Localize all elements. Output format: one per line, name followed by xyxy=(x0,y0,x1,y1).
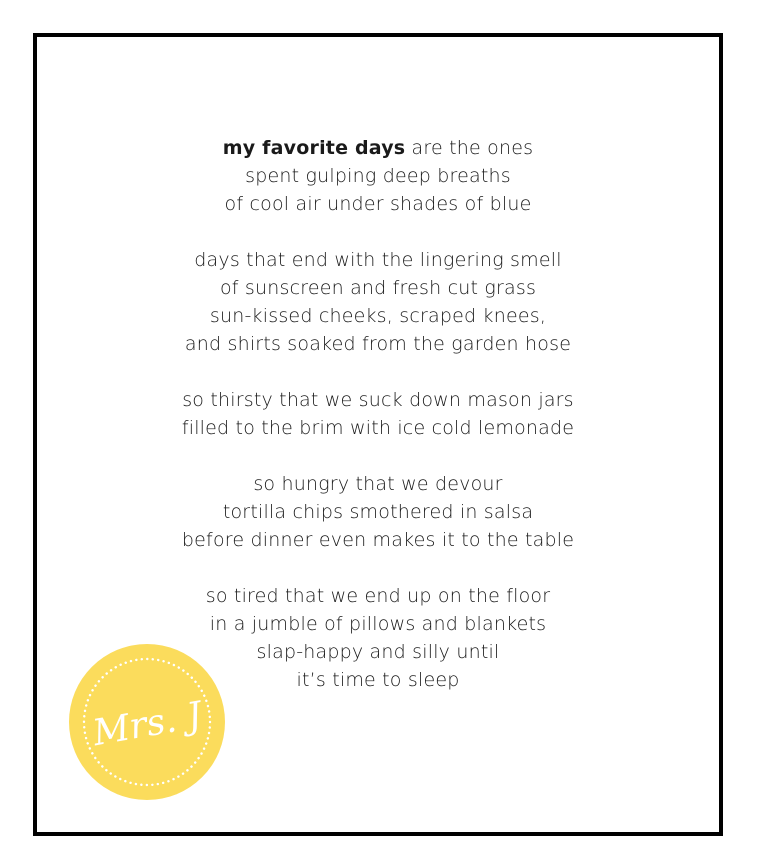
poem-line: so hungry that we devour xyxy=(253,473,503,495)
stanza-3 xyxy=(37,386,719,442)
poem-line: before dinner even makes it to the table xyxy=(181,529,575,551)
poem-line-text: are the ones xyxy=(405,137,534,159)
poem-line: sun-kissed cheeks, scraped knees, xyxy=(209,305,547,327)
poem-line: so thirsty that we suck down mason jars xyxy=(182,389,574,411)
poem-line: in a jumble of pillows and blankets xyxy=(209,613,547,635)
poem-line: it’s time to sleep xyxy=(296,669,460,691)
poem-line: slap-happy and silly until xyxy=(256,641,500,663)
poem-title-phrase: my favorite days xyxy=(222,137,406,159)
poem-line: tortilla chips smothered in salsa xyxy=(222,501,534,523)
poem-line xyxy=(37,134,719,162)
poem-line: days that end with the lingering smell xyxy=(194,249,562,271)
poem-line: filled to the brim with ice cold lemonade xyxy=(181,417,575,439)
poem-line: of sunscreen and fresh cut grass xyxy=(219,277,537,299)
poem-frame xyxy=(33,33,723,836)
stanza-1 xyxy=(37,134,719,218)
poem-line: of cool air under shades of blue xyxy=(224,193,532,215)
mrs-j-logo-badge xyxy=(67,642,227,802)
poem-line: and shirts soaked from the garden hose xyxy=(184,333,572,355)
stanza-2 xyxy=(37,246,719,358)
poem-line: spent gulping deep breaths xyxy=(245,165,511,187)
poem xyxy=(37,134,719,722)
badge-signature-text: Mrs. J xyxy=(89,694,206,755)
stanza-4 xyxy=(37,470,719,554)
poem-line: so tired that we end up on the floor xyxy=(205,585,551,607)
